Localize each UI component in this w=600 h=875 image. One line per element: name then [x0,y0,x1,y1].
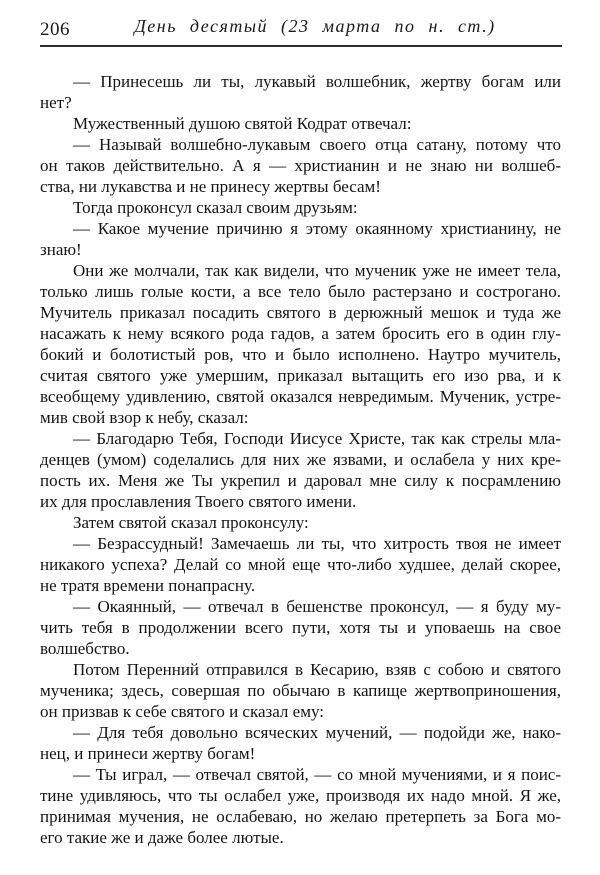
running-title: День десятый (23 марта по н. ст.) [134,16,496,36]
page-header [40,16,560,46]
text-line: считая святого уже умершим, приказал вытащить его изо рва, и к [40,366,561,385]
text-line: всеобщему удивлению, святой оказался невредимым. Мученик, устре- [40,387,561,406]
text-line: насажать к нему всякого рода гадов, а затем бросить его в один глу- [40,324,561,343]
text-line: Потом Перенний отправился в Кесарию, взяв с собою и святого [73,660,561,679]
text-line: Мужественный душою святой Кодрат отвечал: [73,114,412,133]
text-line: никакого успеха? Делай со мной еще что-либо худшее, делай скорее, [40,555,561,574]
text-line: он таков действительно. А я — христианин и не знаю ни волшеб- [40,156,561,175]
text-line: — Окаянный, — отвечал в бешенстве проконсул, — я буду му- [73,597,561,616]
text-line: чить тебя в продолжении всего пути, хотя ты и уповаешь на свое [40,618,561,637]
text-line: Они же молчали, так как видели, что мученик уже не имеет тела, [73,261,561,280]
text-line: пость их. Меня же Ты укрепил и даровал мне силу к посрамлению [40,471,561,490]
text-body [40,71,561,848]
text-line: мив свой взор к небу, сказал: [40,408,249,427]
text-line: его такие же и даже более лютые. [40,828,284,847]
text-line: — Для тебя довольно всяческих мучений, — подойди же, нако- [73,723,561,742]
text-line: нет? [40,93,72,112]
text-line: бокий и болотистый ров, что и было исполнено. Наутро мучитель, [40,345,561,364]
text-line: — Благодарю Тебя, Господи Иисусе Христе, так как стрелы мла- [73,429,561,448]
text-line: денцев (умом) соделались для них же язвами, и ослабела у них кре- [40,450,561,469]
text-line: только лишь голые кости, а все тело было растерзано и сострогано. [40,282,561,301]
text-line: Затем святой сказал проконсулу: [73,513,309,532]
text-line: он призвав к себе святого и сказал ему: [40,702,324,721]
text-line: — Какое мучение причиню я этому окаянному христианину, не [73,219,561,238]
text-line: Мучитель приказал посадить святого в дерюжный мешок и туда же [40,303,561,322]
page-number: 206 [40,19,70,40]
text-line: — Безрассудный! Замечаешь ли ты, что хитрость твоя не имеет [73,534,561,553]
text-line: ства, ни лукавства и не принесу жертвы бесам! [40,177,381,196]
text-line: тине удивляюсь, что ты ослабел уже, производя их надо мной. Я же, [40,786,561,805]
text-line: принимая мучения, не ослабеваю, но желаю претерпеть за Бога мо- [40,807,561,826]
text-line: мученика; здесь, совершая по обычаю в капище жертвоприношения, [40,681,561,700]
text-line: — Принесешь ли ты, лукавый волшебник, жертву богам или [73,72,561,91]
text-line: нец, и принеси жертву богам! [40,744,256,763]
text-line: — Называй волшебно-лукавым своего отца сатану, потому что [73,135,561,154]
header-rule [40,45,562,47]
text-line: Тогда проконсул сказал своим друзьям: [73,198,358,217]
text-line: их для прославления Твоего святого имени. [40,492,357,511]
text-line: знаю! [40,240,82,259]
text-line: волшебство. [40,639,130,658]
text-line: — Ты играл, — отвечал святой, — со мной мучениями, и я поис- [73,765,561,784]
text-line: не тратя времени понапрасну. [40,576,256,595]
